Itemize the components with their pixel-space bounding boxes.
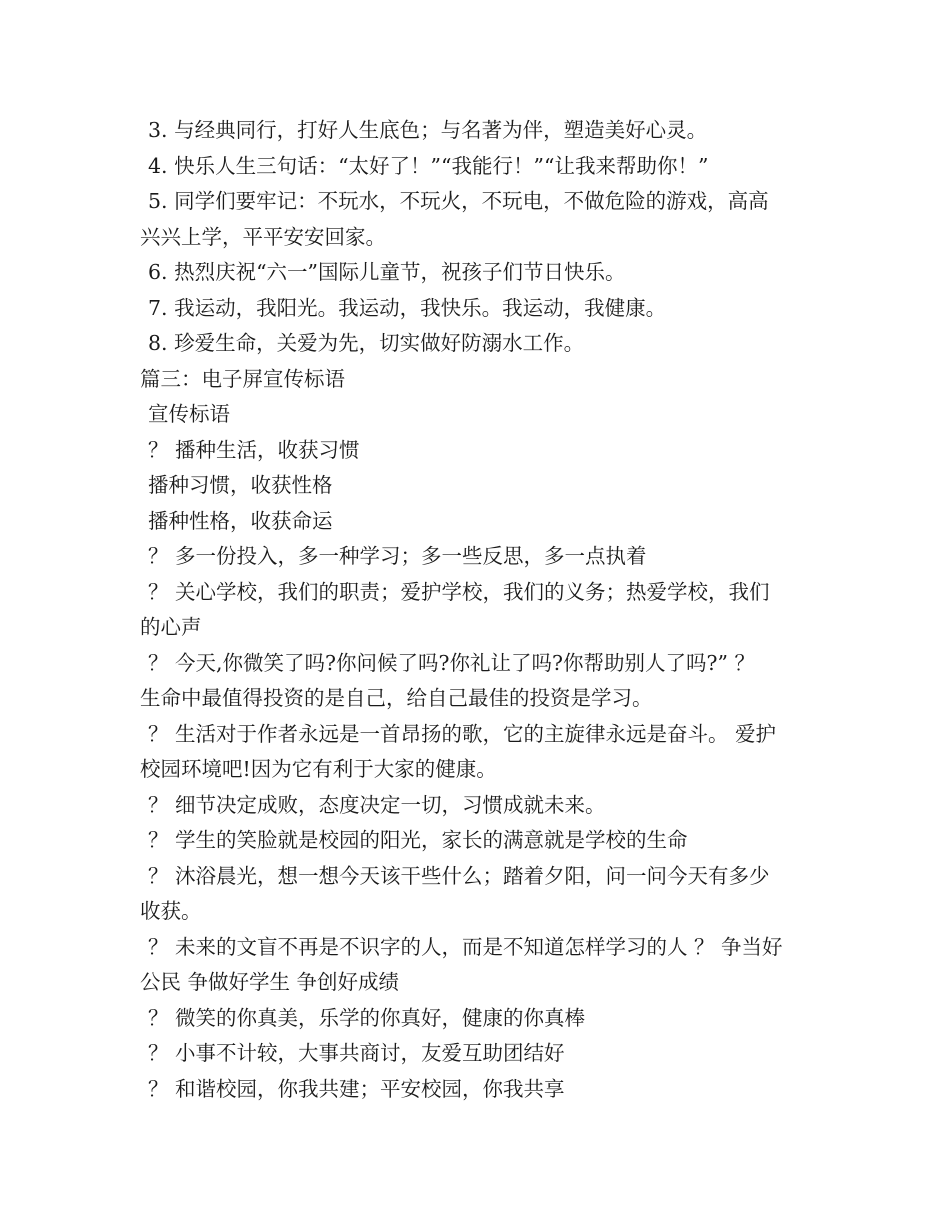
text-line: ？ 沐浴晨光，想一想今天该干些什么；踏着夕阳，问一问今天有多少 [148, 863, 770, 888]
text-line: 的心声 [140, 615, 202, 639]
text-line: 8. 珍爱生命，关爱为先，切实做好防溺水工作。 [148, 331, 585, 355]
text-line: 6. 热烈庆祝“六一”国际儿童节，祝孩子们节日快乐。 [148, 260, 626, 284]
text-line: ？ 学生的笑脸就是校园的阳光，家长的满意就是学校的生命 [148, 828, 688, 852]
text-line: 播种习惯，收获性格 [148, 473, 333, 497]
text-line: 公民 争做好学生 争创好成绩 [140, 970, 400, 994]
text-line: 播种性格，收获命运 [148, 508, 333, 533]
text-line: ？ 关心学校，我们的职责；爱护学校，我们的义务；热爱学校，我们 [148, 579, 770, 604]
text-line: ？ 生活对于作者永远是一首昂扬的歌，它的主旋律永远是奋斗。 爱护 [148, 721, 777, 746]
text-line: 宣传标语 [148, 402, 230, 426]
text-line: 7. 我运动，我阳光。我运动，我快乐。我运动，我健康。 [148, 295, 667, 320]
text-line: ？ 小事不计较，大事共商讨，友爱互助团结好 [148, 1041, 565, 1065]
text-line: ？ 多一份投入，多一种学习；多一些反思，多一点执着 [148, 544, 647, 568]
text-line: ？ 微笑的你真美，乐学的你真好，健康的你真棒 [148, 1005, 586, 1030]
text-line: ？ 今天,你微笑了吗?你问候了吗?你礼让了吗?你帮助别人了吗?” ？ [148, 650, 755, 675]
text-line: ？ 和谐校园，你我共建；平安校园，你我共享 [148, 1076, 565, 1101]
text-line: 5. 同学们要牢记：不玩水，不玩火，不玩电，不做危险的游戏，高高 [148, 189, 769, 213]
text-line: ？ 播种生活，收获习惯 [148, 437, 360, 462]
text-line: ？ 未来的文盲不再是不识字的人，而是不知道怎样学习的人 ？ 争当好 [148, 934, 783, 959]
text-line: 4. 快乐人生三句话：“太好了！”“我能行！”“让我来帮助你！” [148, 153, 709, 178]
text-line: 收获。 [140, 899, 202, 923]
section-heading: 篇三：电子屏宣传标语 [140, 366, 345, 391]
text-line: 校园环境吧!因为它有利于大家的健康。 [140, 757, 497, 781]
text-line: 3. 与经典同行，打好人生底色；与名著为伴，塑造美好心灵。 [148, 118, 708, 142]
text-line: ？ 细节决定成败，态度决定一切，习惯成就未来。 [148, 792, 606, 817]
text-line: 兴兴上学，平平安安回家。 [140, 224, 386, 249]
document-text [140, 113, 815, 1107]
text-line: 生命中最值得投资的是自己，给自己最佳的投资是学习。 [140, 686, 653, 710]
